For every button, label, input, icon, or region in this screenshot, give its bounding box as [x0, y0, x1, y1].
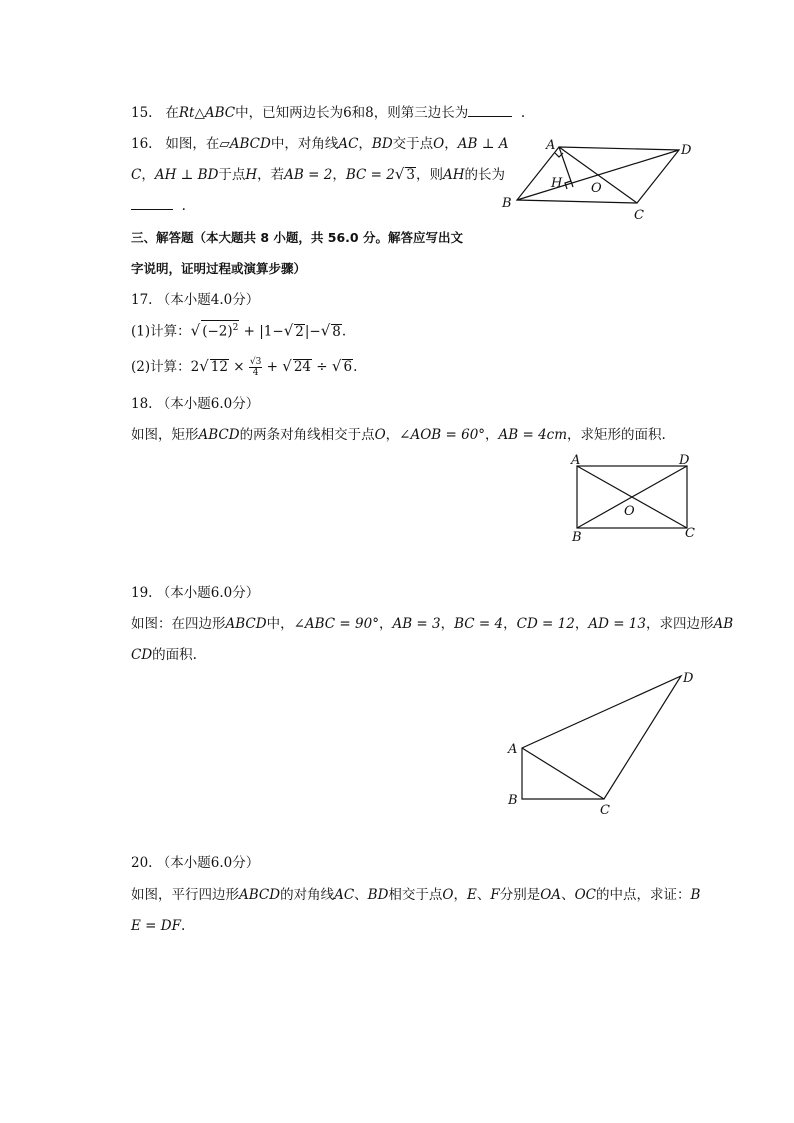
sqrt-icon: √ [320, 321, 331, 340]
question-16-line-3: . [131, 196, 186, 216]
label-a: A [571, 453, 581, 468]
question-18-header: 18. （本小题6.0分） [131, 396, 260, 412]
label-d: D [681, 143, 692, 158]
label-h: H [551, 176, 563, 191]
question-18-body: 如图，矩形ABCD的两条对角线相交于点O，∠AOB = 60°，AB = 4cm，求矩形的面积. [131, 427, 666, 443]
question-16-line-2: C，AH ⊥ BD于点H，若AB = 2，BC = 2√ 3，则AH的长为 [131, 165, 505, 183]
figure-18-rectangle [566, 452, 706, 546]
question-15: 15. 在Rt△ABC中，已知两边长为6和8，则第三边长为 . [131, 105, 526, 121]
question-17-part-1: (1)计算：√ $(-2)^2 + |1-√$ 2|−√ 8. [131, 321, 347, 340]
label-d: D [683, 671, 694, 686]
figure-16-parallelogram [500, 136, 700, 226]
question-20-line-2: E = DF. [131, 918, 186, 934]
label-a: A [508, 742, 518, 757]
answer-blank[interactable] [131, 197, 173, 210]
diagonal-ac [522, 748, 604, 799]
right-angle-mark-h [565, 181, 571, 189]
label-a: A [546, 138, 556, 153]
sqrt-icon: √ [331, 357, 342, 375]
question-17-header: 17. （本小题4.0分） [131, 292, 260, 308]
question-20-header: 20. （本小题6.0分） [131, 855, 260, 871]
question-19-line-1: 如图：在四边形ABCD中，∠ABC = 90°，AB = 3，BC = 4，CD = 12，AD = 13，求四边形AB [131, 616, 734, 632]
question-20-line-1: 如图，平行四边形ABCD的对角线AC、BD相交于点O，E、F分别是OA、OC的中点，求证：B [131, 887, 701, 903]
question-17-part-2: (2)计算：2√ 12 × $\frac{√3}{4}$ + √ 24 ÷ √ 6. [131, 357, 358, 378]
sqrt-icon: √ [190, 321, 201, 340]
label-b: B [508, 793, 518, 808]
quadrilateral-abcd [522, 676, 681, 799]
section-3-heading: 三、解答题（本大题共 8 小题，共 56.0 分。解答应写出文 [131, 230, 463, 245]
question-16-line-1: 16. 如图，在▱ABCD中，对角线AC，BD交于点O，AB ⊥ A [131, 136, 509, 152]
label-c: C [634, 208, 644, 223]
label-d: D [679, 453, 690, 468]
sqrt-icon: √ [199, 357, 209, 375]
label-c: C [685, 526, 695, 541]
question-number: 15. [131, 105, 153, 121]
figure-19-quadrilateral [500, 668, 710, 820]
sqrt-icon: √ [394, 165, 405, 183]
label-o: O [591, 181, 602, 196]
question-number: 16. [131, 136, 153, 152]
section-3-heading-cont: 字说明，证明过程或演算步骤） [131, 261, 307, 276]
question-19-header: 19. （本小题6.0分） [131, 585, 260, 601]
answer-blank[interactable] [468, 104, 512, 117]
label-c: C [600, 803, 610, 818]
sqrt-icon: √ [282, 357, 292, 375]
label-o: O [624, 504, 635, 519]
label-b: B [502, 196, 512, 211]
question-19-line-2: CD的面积. [131, 647, 197, 663]
label-b: B [572, 530, 582, 545]
sqrt-icon: √ [283, 321, 294, 340]
fraction: $\frac{√3}{4}$ [249, 357, 262, 378]
